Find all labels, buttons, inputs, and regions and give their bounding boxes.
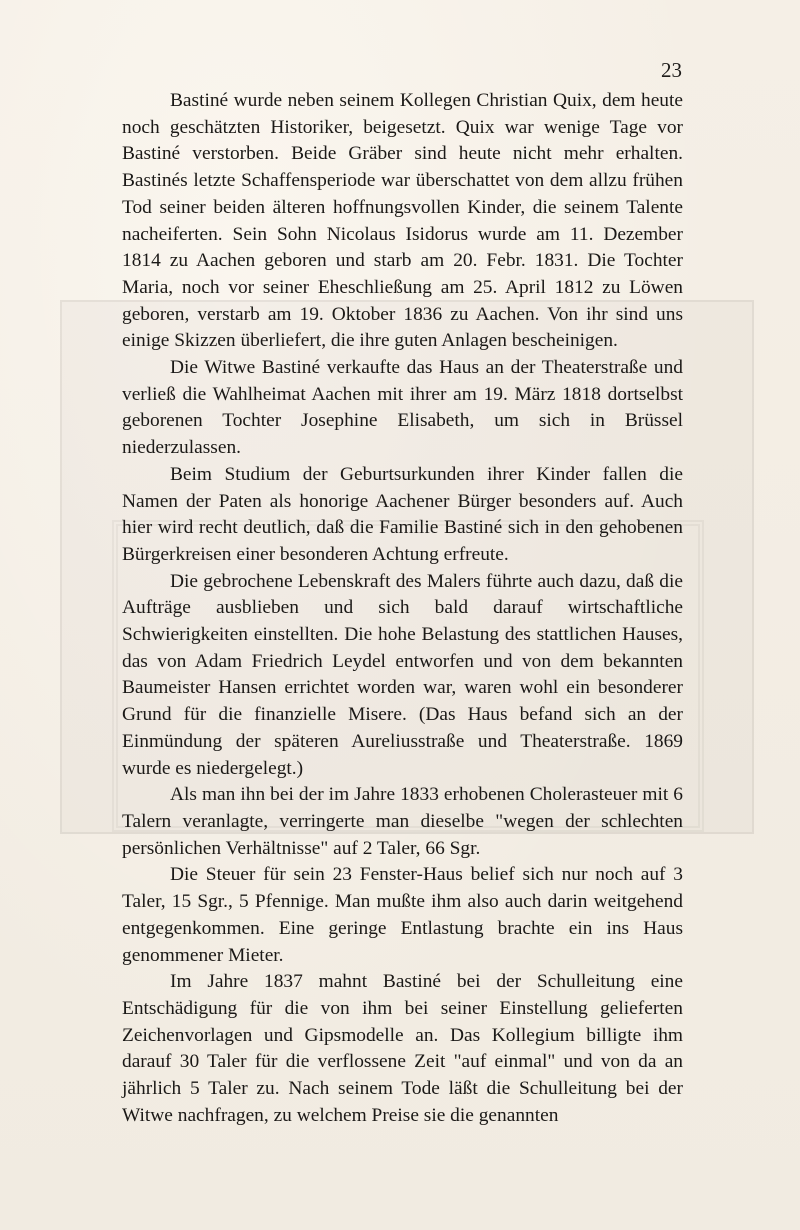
page-number: 23 — [661, 58, 682, 82]
body-text — [122, 88, 683, 1129]
paragraph: Beim Studium der Geburtsurkunden ihrer Kinder fallen die Namen der Paten als honorige Aachener Bürger besonders auf. Auch hier wird recht deutlich, daß die Familie Bastiné sich in den gehobenen Bürgerkreisen einer besonderen Achtung erfreute. — [122, 463, 683, 565]
paragraph: Die gebrochene Lebenskraft des Malers führte auch dazu, daß die Aufträge ausblieben und sich bald darauf wirtschaftliche Schwierigkeiten einstellten. Die hohe Belastung des stattlichen Hauses, das von Adam Friedrich Leydel entworfen und von dem bekannten Baumeister Hansen errichtet worden war, waren wohl ein besonderer Grund für die finanzielle Misere. (Das Haus befand sich an der Einmündung der späteren Aureliusstraße und Theaterstraße. 1869 wurde es niedergelegt.) — [122, 570, 683, 779]
paragraph: Die Witwe Bastiné verkaufte das Haus an der Theaterstraße und verließ die Wahlheimat Aachen mit ihrer am 19. März 1818 dortselbst geborenen Tochter Josephine Elisabeth, um sich in Brüssel niederzulassen. — [122, 357, 683, 459]
paragraph: Bastiné wurde neben seinem Kollegen Christian Quix, dem heute noch geschätzten Historiker, beigesetzt. Quix war wenige Tage vor Bastiné verstorben. Beide Gräber sind heute nicht mehr erhalten. Bastinés letzte Schaffensperiode war überschattet von dem allzu frühen Tod seiner beiden älteren hoffnungsvollen Kinder, die seinem Talente nacheiferten. Sein Sohn Nicolaus Isidorus wurde am 11. Dezember 1814 zu Aachen geboren und starb am 20. Febr. 1831. Die Tochter Maria, noch vor seiner Eheschließung am 25. April 1812 zu Löwen geboren, verstarb am 19. Oktober 1836 zu Aachen. Von ihr sind uns einige Skizzen überliefert, die ihre guten Anlagen bescheinigen. — [122, 90, 683, 352]
paragraph: Als man ihn bei der im Jahre 1833 erhobenen Cholerasteuer mit 6 Talern veranlagte, verringerte man dieselbe "wegen der schlechten persönlichen Verhältnisse" auf 2 Taler, 66 Sgr. — [122, 784, 683, 859]
paragraph: Die Steuer für sein 23 Fenster-Haus belief sich nur noch auf 3 Taler, 15 Sgr., 5 Pfennige. Man mußte ihm also auch darin weitgehend entgegenkommen. Eine geringe Entlastung brachte ein ins Haus genommener Mieter. — [122, 864, 683, 966]
paragraph: Im Jahre 1837 mahnt Bastiné bei der Schulleitung eine Entschädigung für die von ihm bei seiner Einstellung gelieferten Zeichenvorlagen und Gipsmodelle an. Das Kollegium billigte ihm darauf 30 Taler für die verflossene Zeit "auf einmal" und von da an jährlich 5 Taler zu. Nach seinem Tode läßt die Schulleitung bei der Witwe nachfragen, zu welchem Preise sie die genannten — [122, 971, 683, 1126]
